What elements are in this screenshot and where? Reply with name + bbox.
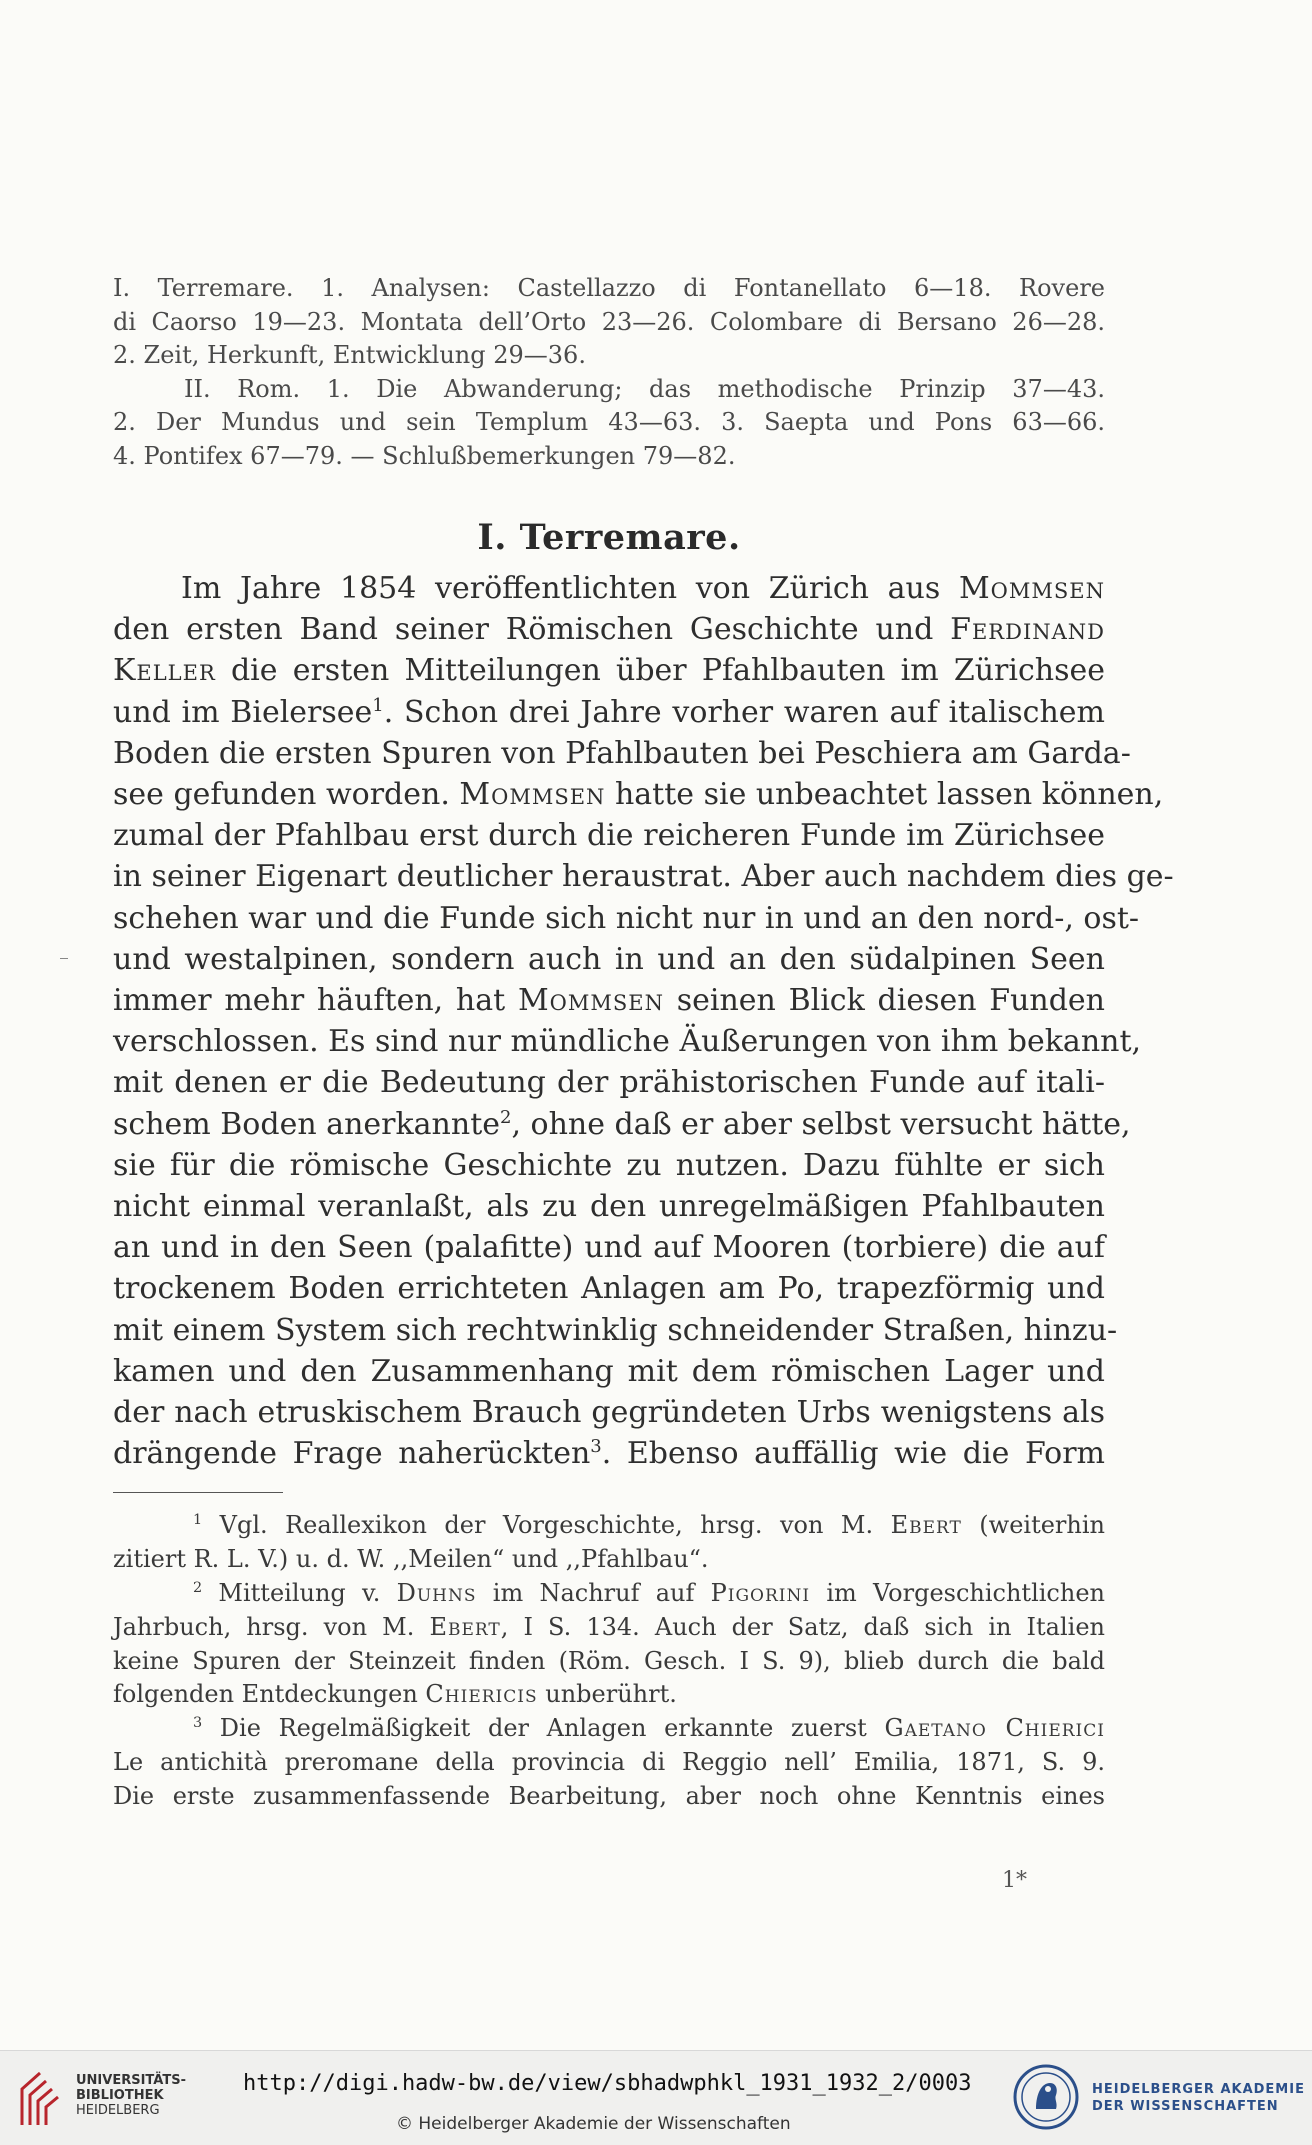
text-line: mit denen er die Bedeutung der prähistorischen Funde auf itali- xyxy=(113,1065,1105,1101)
text-line: drängende Frage naherückten$^3$. Ebenso auffällig wie die Form xyxy=(113,1436,1105,1472)
footnote-line: $^3$ Die Regelmäßigkeit der Anlagen erkannte zuerst Gaetano Chierici xyxy=(193,1714,1105,1743)
text-line: see gefunden worden. Mommsen hatte sie unbeachtet lassen können, xyxy=(113,777,1164,813)
footnote-ref: 2 xyxy=(500,1106,512,1128)
author-name: Mommsen xyxy=(958,571,1105,606)
text-line: immer mehr häuften, hat Mommsen seinen Blick diesen Funden xyxy=(113,983,1106,1019)
copyright-notice: © Heidelberger Akademie der Wissenschaften xyxy=(396,2114,791,2134)
footnote-divider xyxy=(113,1492,283,1493)
text-line: an und in den Seen (palafitte) und auf Mooren (torbiere) die auf xyxy=(113,1230,1105,1266)
text-line: schem Boden anerkannte$^2$, ohne daß er aber selbst versucht hätte, xyxy=(113,1106,1131,1142)
text-line: verschlossen. Es sind nur mündliche Äußerungen von ihm bekannt, xyxy=(113,1024,1142,1060)
footnote-number: 3 xyxy=(193,1715,203,1732)
author-name: Keller xyxy=(113,653,216,689)
text-line: schehen war und die Funde sich nicht nur in und an den nord-, ost- xyxy=(113,900,1140,936)
footnote-line: zitiert R. L. V.) u. d. W. ,,Meilen“ und ,,Pfahlbau“. xyxy=(113,1545,709,1574)
text-line: kamen und den Zusammenhang mit dem römischen Lager und xyxy=(113,1353,1105,1389)
footnote-number: 1 xyxy=(193,1512,203,1529)
footnote-line: $^2$ Mitteilung v. Duhns im Nachruf auf Pigorini im Vorgeschichtlichen xyxy=(193,1579,1105,1608)
text-line: Boden die ersten Spuren von Pfahlbauten bei Peschiera am Garda- xyxy=(113,735,1131,771)
summary-line: II. Rom. 1. Die Abwanderung; das methodische Prinzip 37—43. xyxy=(184,374,1105,403)
body-text xyxy=(113,568,1174,1474)
footnote-number: 2 xyxy=(193,1580,203,1597)
text-line: und im Bielersee$^1$. Schon drei Jahre vorher waren auf italischem xyxy=(113,694,1106,730)
permalink[interactable]: http://digi.hadw-bw.de/view/sbhadwphkl_1931_1932_2/0003 xyxy=(243,2071,972,2096)
viewer-footer xyxy=(0,2050,1312,2145)
text-line: zumal der Pfahlbau erst durch die reicheren Funde im Zürichsee xyxy=(113,818,1105,854)
summary-line: 4. Pontifex 67—79. — Schlußbemerkungen 79—82. xyxy=(113,441,736,470)
summary-line: I. Terremare. 1. Analysen: Castellazzo di Fontanellato 6—18. Rovere xyxy=(113,274,1105,302)
text-line: der nach etruskischem Brauch gegründeten Urbs wenigstens als xyxy=(113,1395,1105,1431)
text-line: trockenem Boden errichteten Anlagen am Po, trapezförmig und xyxy=(113,1271,1105,1307)
text-line: in seiner Eigenart deutlicher heraustrat. Aber auch nachdem dies ge- xyxy=(113,859,1174,895)
footnote-line: folgenden Entdeckungen Chiericis unberührt. xyxy=(113,1680,677,1709)
university-library-logo-icon[interactable] xyxy=(16,2067,66,2131)
text-line: Im Jahre 1854 veröffentlichten von Zürich aus Mommsen xyxy=(181,571,1105,606)
page-content xyxy=(113,272,1174,1814)
text-line: Keller die ersten Mitteilungen über Pfahlbauten im Zürichsee xyxy=(113,653,1105,689)
footnotes xyxy=(113,1509,1105,1813)
summary-line: 2. Der Mundus und sein Templum 43—63. 3. Saepta und Pons 63—66. xyxy=(113,408,1105,436)
text-line: und westalpinen, sondern auch in und an den südalpinen Seen xyxy=(113,941,1105,977)
margin-mark xyxy=(60,958,68,959)
chapter-summary xyxy=(113,272,1105,473)
academy-name: HEIDELBERGER AKADEMIE DER WISSENSCHAFTEN xyxy=(1092,2082,1305,2114)
summary-line: di Caorso 19—23. Montata dell’Orto 23—26. Colombare di Bersano 26—28. xyxy=(113,307,1105,336)
footnote-ref: 3 xyxy=(590,1436,602,1458)
author-name: Mommsen xyxy=(517,983,664,1019)
author-name: Ferdinand xyxy=(950,612,1105,648)
footnote-line: Die erste zusammenfassende Bearbeitung, aber noch ohne Kenntnis eines xyxy=(113,1781,1105,1810)
academy-seal-icon[interactable] xyxy=(1012,2063,1080,2131)
author-name: Mommsen xyxy=(459,777,606,813)
summary-line: 2. Zeit, Herkunft, Entwicklung 29—36. xyxy=(113,341,586,369)
footnote-ref: 1 xyxy=(372,694,384,716)
footnote-line: $^1$ Vgl. Reallexikon der Vorgeschichte, hrsg. von M. Ebert (weiterhin xyxy=(193,1511,1105,1540)
footnote-line: Le antichità preromane della provincia di Reggio nell’ Emilia, 1871, S. 9. xyxy=(113,1748,1105,1777)
university-library-name: UNIVERSITÄTS- BIBLIOTHEK HEIDELBERG xyxy=(76,2073,186,2118)
signature-mark: 1* xyxy=(1002,1868,1027,1893)
text-line: den ersten Band seiner Römischen Geschichte und Ferdinand xyxy=(113,612,1105,648)
footnote-line: Jahrbuch, hrsg. von M. Ebert, I S. 134. Auch der Satz, daß sich in Italien xyxy=(113,1612,1105,1641)
text-line: sie für die römische Geschichte zu nutzen. Dazu fühlte er sich xyxy=(113,1147,1105,1183)
text-line: mit einem System sich rechtwinklig schneidender Straßen, hinzu- xyxy=(113,1312,1118,1348)
text-line: nicht einmal veranlaßt, als zu den unregelmäßigen Pfahlbauten xyxy=(113,1189,1105,1225)
section-heading: I. Terremare. xyxy=(477,517,741,558)
footnote-line: keine Spuren der Steinzeit finden (Röm. Gesch. I S. 9), blieb durch die bald xyxy=(113,1646,1105,1675)
